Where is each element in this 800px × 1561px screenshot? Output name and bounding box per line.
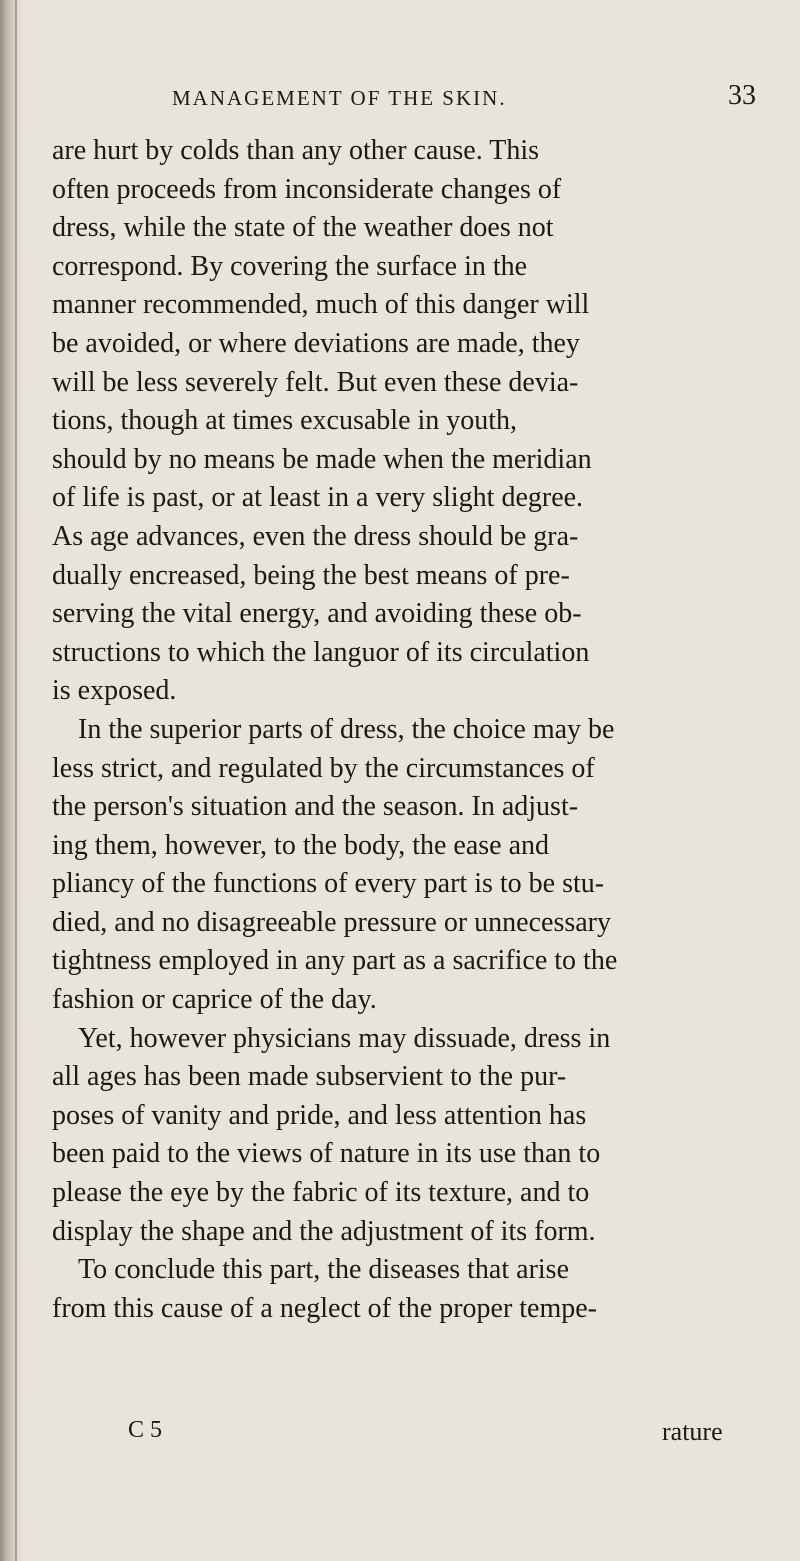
text-line: fashion or caprice of the day. bbox=[52, 984, 377, 1016]
text-line: is exposed. bbox=[52, 675, 177, 707]
text-line: poses of vanity and pride, and less attention has bbox=[52, 1099, 587, 1131]
text-line: In the superior parts of dress, the choice may be bbox=[78, 713, 615, 745]
text-line: tions, though at times excusable in youth, bbox=[52, 405, 518, 437]
text-line: ing them, however, to the body, the ease and bbox=[52, 829, 550, 861]
text-line: Yet, however physicians may dissuade, dress in bbox=[78, 1022, 611, 1054]
text-line: manner recommended, much of this danger will bbox=[52, 289, 590, 321]
signature-mark: C 5 bbox=[128, 1417, 163, 1443]
text-line: please the eye by the fabric of its texture, and to bbox=[52, 1177, 590, 1209]
text-line: structions to which the languor of its circulation bbox=[52, 636, 590, 668]
text-line: tightness employed in any part as a sacrifice to the bbox=[52, 945, 618, 977]
text-line: display the shape and the adjustment of its form. bbox=[52, 1215, 596, 1247]
text-line: died, and no disagreeable pressure or unnecessary bbox=[52, 906, 612, 938]
catchword: rature bbox=[662, 1417, 723, 1446]
text-line: often proceeds from inconsiderate changes of bbox=[52, 173, 562, 205]
text-line: from this cause of a neglect of the proper tempe- bbox=[52, 1292, 598, 1324]
text-line: of life is past, or at least in a very slight degree. bbox=[52, 482, 584, 514]
page-number: 33 bbox=[728, 80, 756, 111]
text-line: serving the vital energy, and avoiding these ob- bbox=[52, 598, 582, 630]
text-line: should by no means be made when the meridian bbox=[52, 443, 592, 475]
text-line: will be less severely felt. But even these devia- bbox=[52, 366, 579, 398]
running-title: MANAGEMENT OF THE SKIN. bbox=[172, 86, 507, 110]
page-body bbox=[52, 132, 782, 1328]
text-line: correspond. By covering the surface in the bbox=[52, 250, 528, 282]
text-line: the person's situation and the season. In adjust- bbox=[52, 791, 579, 823]
binding-edge bbox=[15, 0, 17, 1561]
text-line: been paid to the views of nature in its use than to bbox=[52, 1138, 601, 1170]
text-line: To conclude this part, the diseases that arise bbox=[78, 1254, 569, 1286]
text-line: dually encreased, being the best means of pre- bbox=[52, 559, 570, 591]
text-line: all ages has been made subservient to the pur- bbox=[52, 1061, 567, 1093]
text-line: pliancy of the functions of every part is to be stu- bbox=[52, 868, 605, 900]
text-line: less strict, and regulated by the circumstances of bbox=[52, 752, 595, 784]
text-line: be avoided, or where deviations are made, they bbox=[52, 327, 580, 359]
text-line: dress, while the state of the weather does not bbox=[52, 212, 554, 244]
text-line: As age advances, even the dress should be gra- bbox=[52, 520, 579, 552]
text-line: are hurt by colds than any other cause. This bbox=[52, 135, 540, 166]
binding-gutter bbox=[0, 0, 22, 1561]
